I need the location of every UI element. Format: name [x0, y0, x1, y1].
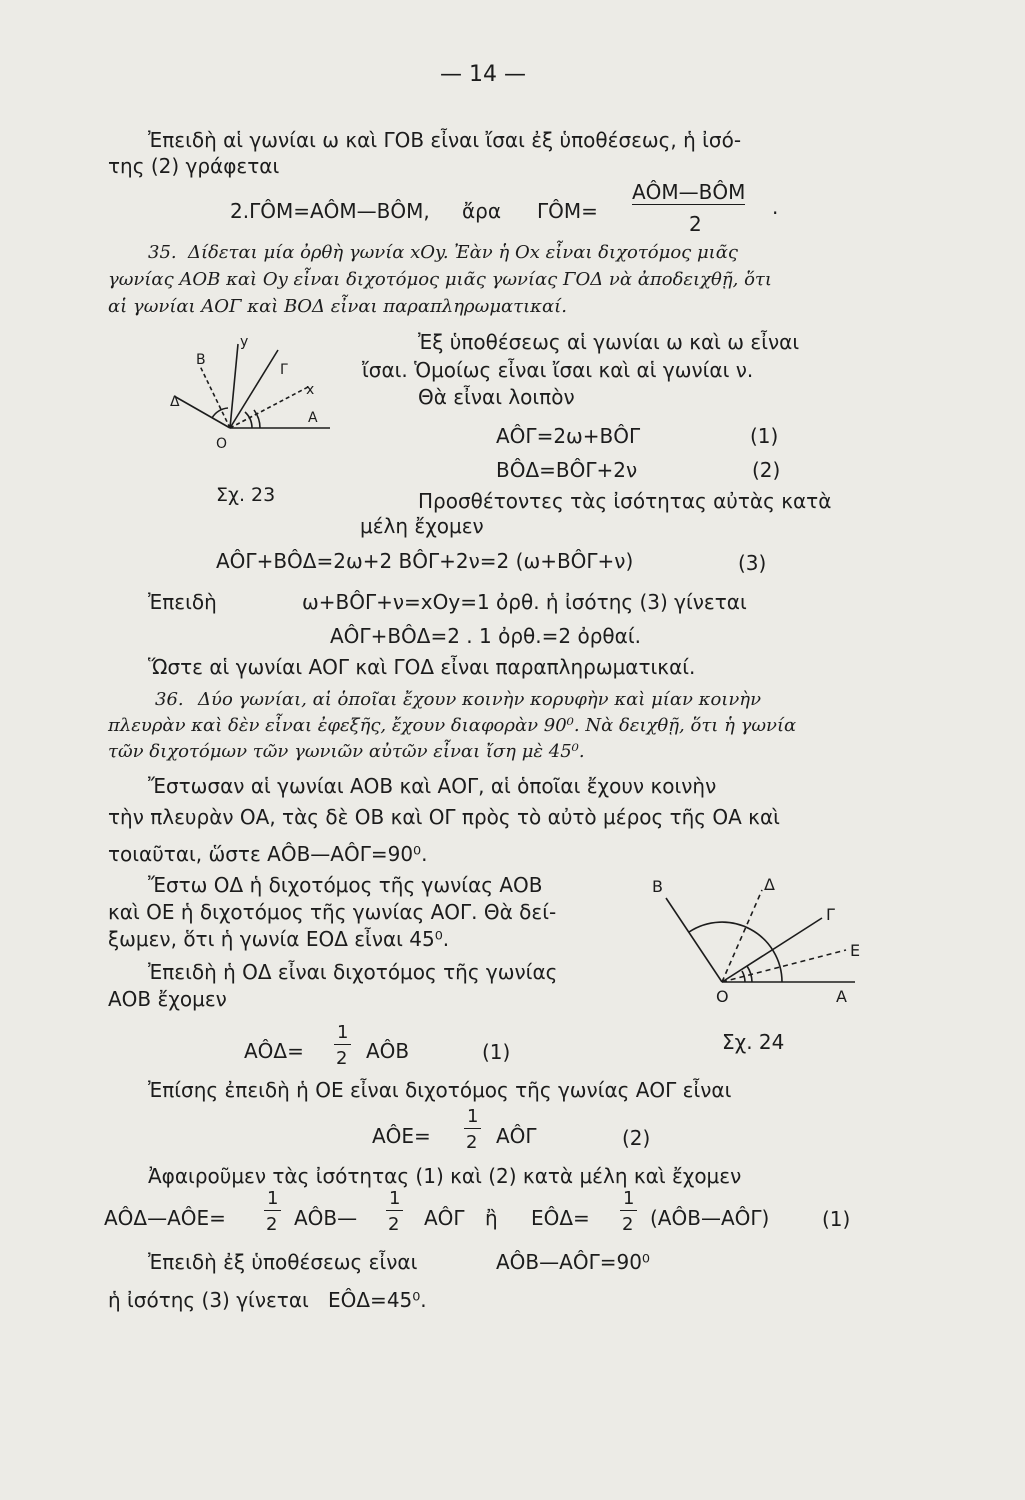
solution-36-line-7: Ἐπειδὴ ἡ ΟΔ εἶναι διχοτόμος τῆς γωνίας	[148, 960, 558, 984]
s36-eq2-numerator: 1	[464, 1106, 481, 1129]
fig24-label-O: O	[716, 987, 729, 1006]
intro-equation-lhs: ΓÔΜ=	[537, 199, 598, 223]
s36-eq2-lhs: ΑÔΕ=	[372, 1124, 431, 1148]
s36-eq1-numerator: 1	[334, 1022, 351, 1045]
fig24-label-G: Γ	[826, 905, 835, 924]
page-number: — 14 —	[440, 62, 526, 87]
fig23-label-A: Α	[308, 410, 318, 426]
s36-eq3-f2-denominator: 2	[388, 1214, 400, 1235]
s36-eq1-denominator: 2	[336, 1048, 348, 1069]
s36-eq2-denominator: 2	[466, 1132, 478, 1153]
solution-35-line-4: Προσθέτοντες τὰς ἰσότητας αὐτὰς κατὰ	[418, 489, 832, 513]
solution-36-line-10: Ἀφαιροῦμεν τὰς ἰσότητας (1) καὶ (2) κατὰ μέλη καὶ ἔχομεν	[148, 1164, 742, 1188]
solution-36-line-11: Ἐπειδὴ ἐξ ὑποθέσεως εἶναι	[148, 1250, 418, 1274]
fig23-label-y: y	[240, 334, 249, 350]
s36-eq1-lhs: ΑÔΔ=	[244, 1039, 304, 1063]
s36-eq3-h: ἢ	[485, 1206, 498, 1230]
ray-OD	[174, 396, 230, 428]
intro-equation-ara: ἄρα	[462, 199, 502, 223]
solution-35-line-1: Ἐξ ὑποθέσεως αἱ γωνίαι ω καὶ ω εἶναι	[418, 330, 800, 354]
fig23-label-B: Β	[196, 352, 206, 368]
solution-35-equation-3-number: (3)	[738, 551, 767, 575]
solution-35-equation-4: ΑÔΓ+ΒÔΔ=2 . 1 ὀρθ.=2 ὀρθαί.	[330, 624, 641, 648]
solution-36-line-2: τὴν πλευρὰν ΟΑ, τὰς δὲ ΟΒ καὶ ΟΓ πρὸς τὸ αὐτὸ μέρος τῆς ΟΑ καὶ	[108, 805, 780, 829]
s36-eq2-number: (2)	[622, 1126, 651, 1150]
intro-equation-dot: .	[772, 195, 779, 219]
intro-line-1: Ἐπειδὴ αἱ γωνίαι ω καὶ ΓΟΒ εἶναι ἴσαι ἐξ ὑποθέσεως, ἡ ἰσό-	[148, 128, 742, 152]
s36-eq3-f2-numerator: 1	[386, 1188, 403, 1211]
figure-24-caption: Σχ. 24	[722, 1030, 785, 1054]
s36-eq1-rhs: ΑÔΒ	[366, 1039, 410, 1063]
solution-36-line-9: Ἐπίσης ἐπειδὴ ἡ ΟΕ εἶναι διχοτόμος τῆς γωνίας ΑΟΓ εἶναι	[148, 1078, 732, 1102]
solution-36-line-3: τοιαῦται, ὥστε ΑÔΒ—ΑÔΓ=90⁰.	[108, 842, 428, 866]
arc-small-1	[747, 966, 752, 982]
s36-eq3-f3-numerator: 1	[620, 1188, 637, 1211]
solution-35-equation-2: ΒÔΔ=ΒÔΓ+2ν	[496, 458, 638, 482]
problem-36-line-3: τῶν διχοτόμων τῶν γωνιῶν αὐτῶν εἶναι ἴση μὲ 45⁰.	[108, 741, 585, 762]
angle-arc-2	[254, 410, 260, 428]
s36-eq3-a: ΑÔΔ—ΑÔΕ=	[104, 1206, 226, 1230]
s36-eq3-f1-denominator: 2	[266, 1214, 278, 1235]
problem-36-number: 36.	[155, 689, 184, 710]
s36-eq3-d: ΕÔΔ=	[531, 1206, 590, 1230]
fig23-label-x: x	[306, 382, 315, 398]
s36-eq3-f3-denominator: 2	[622, 1214, 634, 1235]
ray-OD	[722, 890, 762, 982]
solution-35-equation-1: ΑÔΓ=2ω+ΒÔΓ	[496, 424, 641, 448]
solution-36-line-12: ἡ ἰσότης (3) γίνεται	[108, 1288, 309, 1312]
s36-eq1-number: (1)	[482, 1040, 511, 1064]
ray-Oy	[230, 344, 238, 428]
intro-fraction-numerator: ΑÔΜ—ΒÔΜ	[632, 180, 746, 204]
solution-36-line-12-equation: ΕÔΔ=45⁰.	[328, 1288, 427, 1312]
solution-36-line-8: ΑΟΒ ἔχομεν	[108, 987, 227, 1011]
angle-arc-3	[212, 408, 228, 418]
problem-35-line-3: αἱ γωνίαι ΑΟΓ καὶ ΒΟΔ εἶναι παραπληρωματικαί.	[108, 296, 567, 317]
solution-36-line-6: ξωμεν, ὅτι ἡ γωνία ΕΟΔ εἶναι 45⁰.	[108, 927, 450, 951]
solution-36-line-5: καὶ ΟΕ ἡ διχοτόμος τῆς γωνίας ΑΟΓ. Θὰ δεί-	[108, 900, 557, 924]
fig23-label-O: O	[216, 436, 228, 452]
ray-OG	[230, 350, 278, 428]
solution-35-equation-2-number: (2)	[752, 458, 781, 482]
ray-OE	[722, 950, 846, 982]
solution-35-epeidi: Ἐπειδὴ	[148, 590, 217, 614]
fig23-label-D: Δ	[170, 394, 180, 410]
solution-36-line-11-equation: ΑÔΒ—ΑÔΓ=90⁰	[496, 1250, 650, 1274]
fig23-label-G: Γ	[280, 362, 288, 378]
solution-35-line-2: ἴσαι. Ὁμοίως εἶναι ἴσαι καὶ αἱ γωνίαι ν.	[362, 358, 754, 382]
solution-35-line-3: Θὰ εἶναι λοιπὸν	[418, 385, 575, 409]
solution-36-line-4: Ἔστω ΟΔ ἡ διχοτόμος τῆς γωνίας ΑΟΒ	[148, 873, 543, 897]
problem-35-number: 35.	[148, 242, 177, 263]
intro-fraction-denominator: 2	[689, 212, 702, 236]
figure-24	[650, 870, 870, 1010]
s36-eq3-c: ΑÔΓ	[424, 1206, 465, 1230]
solution-35-equation-3: ΑÔΓ+ΒÔΔ=2ω+2 ΒÔΓ+2ν=2 (ω+ΒÔΓ+ν)	[216, 549, 634, 573]
s36-eq3-f1-numerator: 1	[264, 1188, 281, 1211]
problem-36-line-1: Δύο γωνίαι, αἱ ὁποῖαι ἔχουν κοινὴν κορυφὴν καὶ μίαν κοινὴν	[198, 689, 762, 710]
solution-35-line-6: ω+ΒÔΓ+ν=xOy=1 ὀρθ. ἡ ἰσότης (3) γίνεται	[302, 590, 747, 614]
problem-36-line-2: πλευρὰν καὶ δὲν εἶναι ἐφεξῆς, ἔχουν διαφορὰν 90⁰. Νὰ δειχθῇ, ὅτι ἡ γωνία	[108, 715, 797, 736]
solution-35-line-5: μέλη ἔχομεν	[360, 514, 484, 538]
fig24-label-D: Δ	[764, 875, 775, 894]
solution-35-equation-1-number: (1)	[750, 424, 779, 448]
problem-35-line-1: Δίδεται μία ὀρθὴ γωνία xOy. Ἐὰν ἡ Ox εἶναι διχοτόμος μιᾶς	[188, 242, 738, 263]
s36-eq3-e: (ΑÔΒ—ΑÔΓ)	[650, 1206, 770, 1230]
intro-equation-left: 2.ΓÔΜ=ΑÔΜ—ΒÔΜ,	[230, 199, 430, 223]
figure-23-caption: Σχ. 23	[216, 484, 276, 506]
ray-OB	[666, 898, 722, 982]
solution-35-line-7: Ὥστε αἱ γωνίαι ΑΟΓ καὶ ΓΟΔ εἶναι παραπληρωματικαί.	[148, 655, 696, 679]
problem-35-line-2: γωνίας ΑΟΒ καὶ Οy εἶναι διχοτόμος μιᾶς γωνίας ΓΟΔ νὰ ἀποδειχθῇ, ὅτι	[108, 269, 772, 290]
fig24-label-B: Β	[652, 877, 663, 896]
solution-36-line-1: Ἔστωσαν αἱ γωνίαι ΑΟΒ καὶ ΑΟΓ, αἱ ὁποῖαι ἔχουν κοινὴν	[148, 774, 717, 798]
s36-eq2-rhs: ΑÔΓ	[496, 1124, 537, 1148]
fig24-label-E: Ε	[850, 941, 861, 960]
s36-eq3-b: ΑÔΒ—	[294, 1206, 358, 1230]
figure-23	[160, 336, 340, 476]
fig24-label-A: Α	[836, 987, 847, 1006]
s36-eq3-number: (1)	[822, 1207, 851, 1231]
intro-line-2: της (2) γράφεται	[108, 154, 280, 178]
